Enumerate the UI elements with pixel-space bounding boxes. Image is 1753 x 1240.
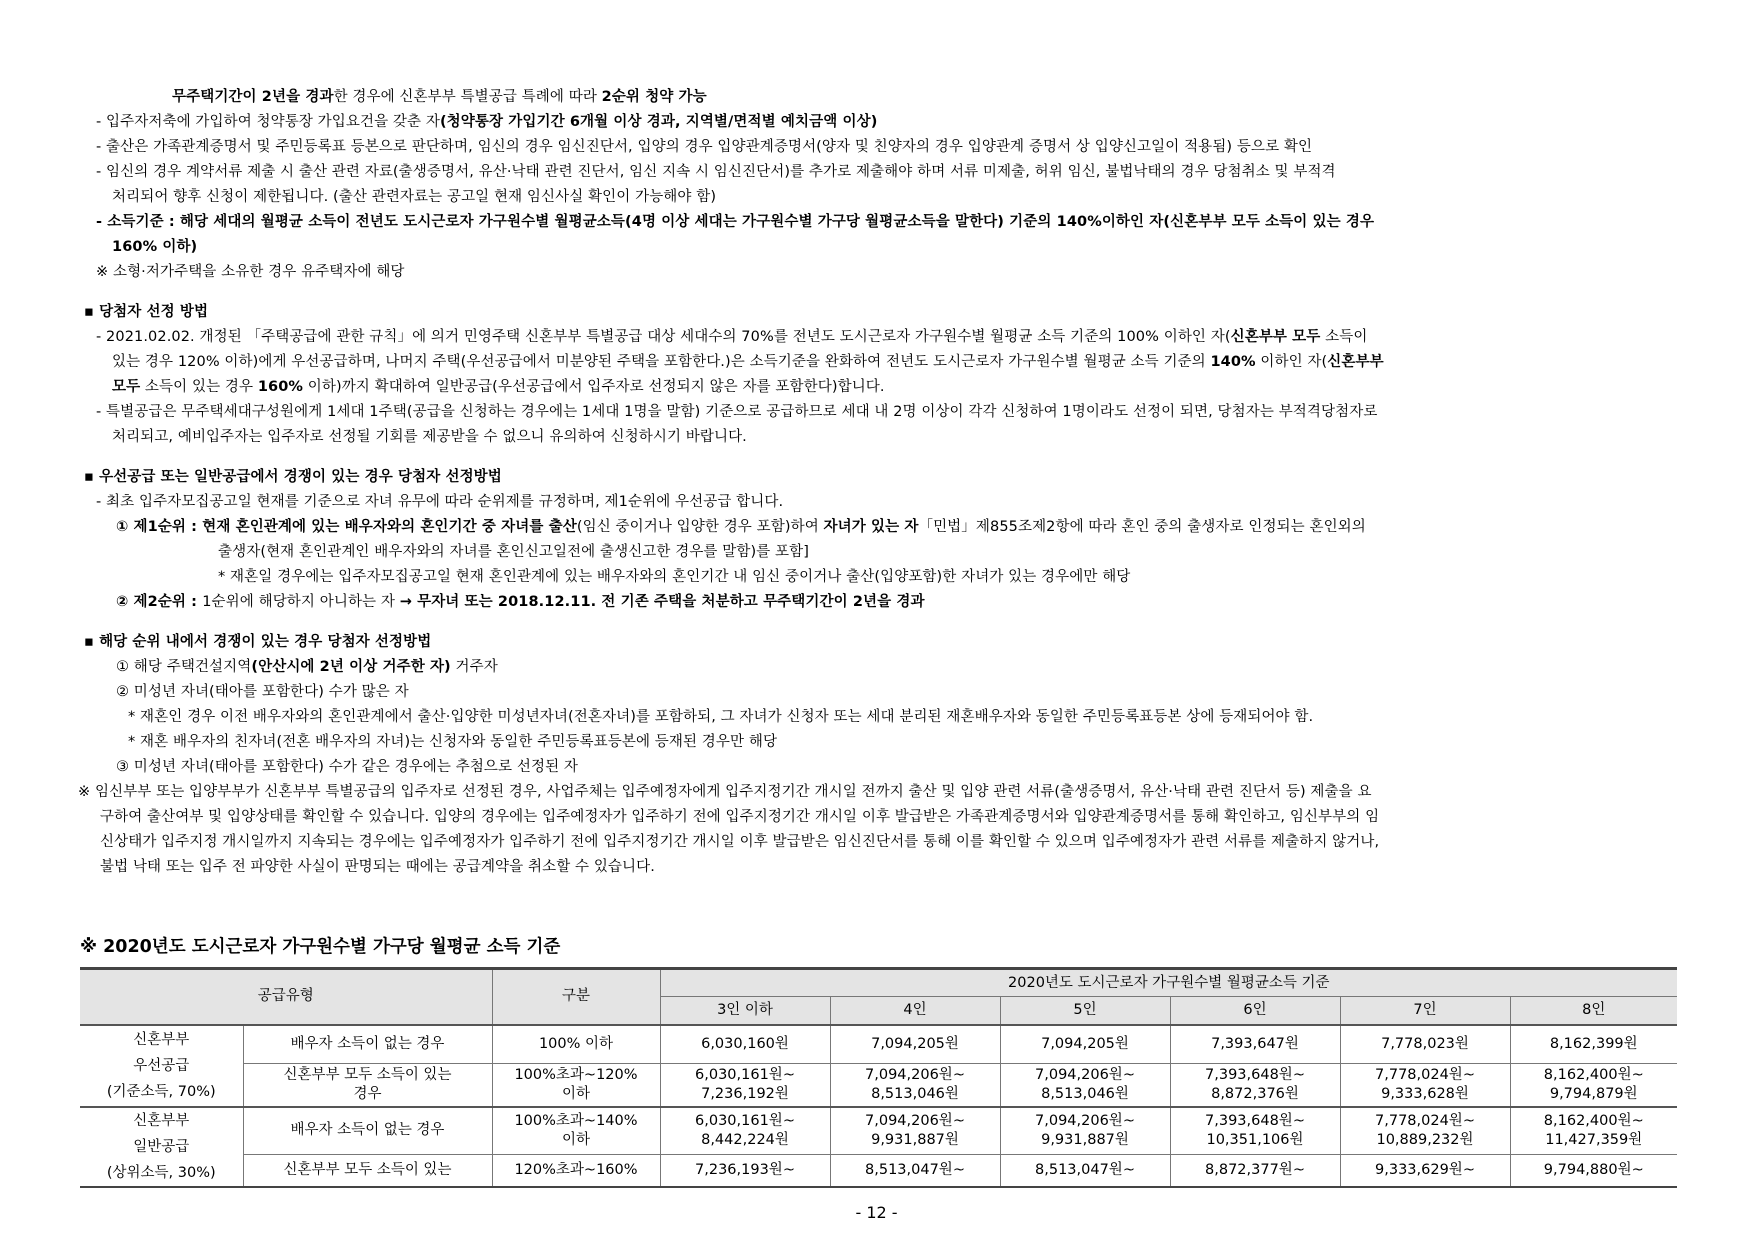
header-size: 7인 <box>1340 997 1510 1025</box>
text-segment: (안산시에 2년 이상 거주한 자) <box>251 659 451 675</box>
text-segment: ① 해당 주택건설지역 <box>116 659 252 675</box>
text-line <box>112 186 716 208</box>
table-cell: 8,162,399원 <box>1510 1025 1677 1064</box>
text-segment: ▪ 당첨자 선정 방법 <box>84 304 209 320</box>
text-line <box>84 631 431 653</box>
header-size: 5인 <box>1000 997 1170 1025</box>
text-line <box>112 376 885 398</box>
text-line <box>116 516 1366 538</box>
text-segment: 2순위 청약 가능 <box>601 89 707 105</box>
text-segment: → 무자녀 또는 2018.12.11. 전 기존 주택을 처분하고 무주택기간이 2년을 경과 <box>399 594 925 610</box>
text-line <box>116 656 498 678</box>
text-segment: 이하)까지 확대하여 일반공급(우선공급에서 입주자로 선정되지 않은 자를 포함한다)합니다. <box>303 379 885 395</box>
text-line <box>100 856 655 878</box>
row-range: 120%초과~160% <box>492 1155 660 1187</box>
table-title: ※ 2020년도 도시근로자 가구원수별 가구당 월평균 소득 기준 <box>80 937 561 957</box>
text-segment: 모두 <box>112 379 141 395</box>
income-standard-table <box>80 967 1677 1188</box>
text-segment: ※ 임신부부 또는 입양부부가 신혼부부 특별공급의 입주자로 선정된 경우, 사업주체는 입주예정자에게 입주지정기간 개시일 전까지 출산 및 입양 관련 서류(출생증명서, 유산·낙태 관련 진단서 등) 제출을 요 <box>78 784 1372 800</box>
text-line <box>100 806 1379 828</box>
text-line <box>96 326 1367 348</box>
table-cell: 7,393,647원 <box>1170 1025 1340 1064</box>
table-cell: 8,513,047원~ <box>830 1155 1000 1187</box>
text-segment: - 최초 입주자모집공고일 현재를 기준으로 자녀 유무에 따라 순위제를 규정하며, 제1순위에 우선공급 합니다. <box>96 494 784 510</box>
text-segment: 출생자(현재 혼인관계인 배우자와의 자녀를 혼인신고일전에 출생신고한 경우를 말함)를 포함] <box>218 544 810 560</box>
text-segment: 소득이 있는 경우 <box>140 379 258 395</box>
text-line <box>84 301 208 323</box>
table-cell: 7,094,205원 <box>830 1025 1000 1064</box>
row-type: 신혼부부 모두 소득이 있는 <box>243 1155 492 1187</box>
table-cell: 8,162,400원~ 9,794,879원 <box>1510 1064 1677 1107</box>
text-line <box>112 236 197 258</box>
text-segment: ② 제2순위 : <box>116 594 203 610</box>
text-segment: * 재혼일 경우에는 입주자모집공고일 현재 혼인관계에 있는 배우자와의 혼인기간 내 임신 중이거나 출산(입양포함)한 자녀가 있는 경우에만 해당 <box>218 569 1131 585</box>
text-segment: 자녀가 있는 자 <box>823 519 919 535</box>
text-segment: 있는 경우 120% 이하)에게 우선공급하며, 나머지 주택(우선공급에서 미분양된 주택을 포함한다.)은 소득기준을 완화하여 전년도 도시근로자 가구원수별 월평균 소득 기준의 <box>112 354 1211 370</box>
table-cell: 8,872,377원~ <box>1170 1155 1340 1187</box>
text-line <box>100 831 1379 853</box>
text-segment: ① 제1순위 : 현재 혼인관계에 있는 배우자와의 혼인기간 중 자녀를 출산 <box>116 519 577 535</box>
header-size: 3인 이하 <box>660 997 830 1025</box>
text-line <box>96 136 1312 158</box>
text-line <box>116 756 578 778</box>
text-segment: 무주택기간이 2년을 경과 <box>172 89 334 105</box>
header-income-group: 2020년도 도시근로자 가구원수별 월평균소득 기준 <box>660 969 1677 997</box>
header-category: 구분 <box>492 969 660 1025</box>
text-line <box>96 111 877 133</box>
text-line <box>84 466 502 488</box>
text-segment: 신혼부부 모두 <box>1230 329 1321 345</box>
text-segment: ▪ 우선공급 또는 일반공급에서 경쟁이 있는 경우 당첨자 선정방법 <box>84 469 502 485</box>
table-cell: 7,778,023원 <box>1340 1025 1510 1064</box>
table-cell: 7,094,206원~ 9,931,887원 <box>1000 1107 1170 1155</box>
table-cell: 7,778,024원~ 9,333,628원 <box>1340 1064 1510 1107</box>
text-line <box>116 681 409 703</box>
text-line <box>128 706 1313 728</box>
table-cell: 6,030,161원~ 8,442,224원 <box>660 1107 830 1155</box>
table-cell: 9,794,880원~ <box>1510 1155 1677 1187</box>
table-cell: 6,030,161원~ 7,236,192원 <box>660 1064 830 1107</box>
text-segment: 신혼부부 <box>1327 354 1384 370</box>
row-range: 100% 이하 <box>492 1025 660 1064</box>
header-size: 4인 <box>830 997 1000 1025</box>
text-line <box>96 261 405 283</box>
text-segment: * 재혼인 경우 이전 배우자와의 혼인관계에서 출산·입양한 미성년자녀(전혼자녀)를 포함하되, 그 자녀가 신청자 또는 세대 분리된 재혼배우자와 동일한 주민등록표등본 상에 등재되어야 함. <box>128 709 1314 725</box>
table-cell: 8,162,400원~ 11,427,359원 <box>1510 1107 1677 1155</box>
row-type: 배우자 소득이 없는 경우 <box>243 1107 492 1155</box>
text-segment: 한 경우에 신혼부부 특별공급 특례에 따라 <box>333 89 602 105</box>
text-segment: * 재혼 배우자의 친자녀(전혼 배우자의 자녀)는 신청자와 동일한 주민등록표등본에 등재된 경우만 해당 <box>128 734 778 750</box>
text-segment: - 출산은 가족관계증명서 및 주민등록표 등본으로 판단하며, 임신의 경우 임신진단서, 입양의 경우 입양관계증명서(양자 및 친양자의 경우 입양관계 증명서 상 입양신고일이 적용됨) 등으로 확인 <box>96 139 1313 155</box>
text-line <box>96 401 1377 423</box>
text-segment: 불법 낙태 또는 입주 전 파양한 사실이 판명되는 때에는 공급계약을 취소할 수 있습니다. <box>100 859 655 875</box>
text-segment: ② 미성년 자녀(태아를 포함한다) 수가 많은 자 <box>116 684 409 700</box>
text-segment: 거주자 <box>450 659 498 675</box>
row-type: 배우자 소득이 없는 경우 <box>243 1025 492 1064</box>
text-segment: ※ 소형·저가주택을 소유한 경우 유주택자에 해당 <box>96 264 405 280</box>
header-supply-type: 공급유형 <box>80 969 492 1025</box>
text-segment: 처리되고, 예비입주자는 입주자로 선정될 기회를 제공받을 수 없으니 유의하여 신청하시기 바랍니다. <box>112 429 747 445</box>
table-cell: 7,094,206원~ 8,513,046원 <box>830 1064 1000 1107</box>
table-cell: 7,094,206원~ 9,931,887원 <box>830 1107 1000 1155</box>
table-cell: 7,393,648원~ 8,872,376원 <box>1170 1064 1340 1107</box>
text-segment: 1순위에 해당하지 아니하는 자 <box>202 594 400 610</box>
header-size: 6인 <box>1170 997 1340 1025</box>
page-number: - 12 - <box>855 1203 898 1222</box>
text-line <box>116 591 925 613</box>
text-line <box>218 541 809 563</box>
text-segment: - 2021.02.02. 개정된 「주택공급에 관한 규칙」에 의거 민영주택 신혼부부 특별공급 대상 세대수의 70%를 전년도 도시근로자 가구원수별 월평균 소득 기준의 100% 이하인 자( <box>96 329 1231 345</box>
table-cell: 7,393,648원~ 10,351,106원 <box>1170 1107 1340 1155</box>
text-line <box>172 86 707 108</box>
text-segment: - 임신의 경우 계약서류 제출 시 출산 관련 자료(출생증명서, 유산·낙태 관련 진단서, 임신 지속 시 임신진단서)를 추가로 제출해야 하며 서류 미제출, 허위 임신, 불법낙태의 경우 당첨취소 및 부적격 <box>96 164 1336 180</box>
text-segment: 구하여 출산여부 및 입양상태를 확인할 수 있습니다. 입양의 경우에는 입주예정자가 입주하기 전에 입주지정기간 개시일 이후 발급받은 가족관계증명서와 입양관계증명서를 통해 확인하고, 임신부부의 임 <box>100 809 1380 825</box>
table-cell: 9,333,629원~ <box>1340 1155 1510 1187</box>
text-segment: - 특별공급은 무주택세대구성원에게 1세대 1주택(공급을 신청하는 경우에는 1세대 1명을 말함) 기준으로 공급하므로 세대 내 2명 이상이 각각 신청하여 1명이라도 선정이 되면, 당첨자는 부적격당첨자로 <box>96 404 1378 420</box>
text-segment: 처리되어 향후 신청이 제한됩니다. (출산 관련자료는 공고일 현재 임신사실 확인이 가능해야 함) <box>112 189 717 205</box>
text-line <box>128 731 777 753</box>
group-label-general: 신혼부부 일반공급 (상위소득, 30%) <box>80 1107 243 1187</box>
text-segment: (청약통장 가입기간 6개월 이상 경과, 지역별/면적별 예치금액 이상) <box>439 114 878 130</box>
text-line <box>112 426 747 448</box>
text-segment: (임신 중이거나 입양한 경우 포함)하여 <box>576 519 824 535</box>
text-segment: 소득이 <box>1320 329 1368 345</box>
table-cell: 7,236,193원~ <box>660 1155 830 1187</box>
text-segment: 「민법」제855조제2항에 따라 혼인 중의 출생자로 인정되는 혼인외의 <box>918 519 1366 535</box>
text-line <box>96 161 1336 183</box>
text-line <box>96 211 1374 233</box>
table-cell: 7,094,206원~ 8,513,046원 <box>1000 1064 1170 1107</box>
row-type: 신혼부부 모두 소득이 있는 경우 <box>243 1064 492 1107</box>
group-label-priority: 신혼부부 우선공급 (기준소득, 70%) <box>80 1025 243 1107</box>
row-range: 100%초과~140% 이하 <box>492 1107 660 1155</box>
text-segment: ③ 미성년 자녀(태아를 포함한다) 수가 같은 경우에는 추첨으로 선정된 자 <box>116 759 578 775</box>
text-segment: 160% <box>257 379 304 395</box>
table-cell: 7,778,024원~ 10,889,232원 <box>1340 1107 1510 1155</box>
text-segment: ▪ 해당 순위 내에서 경쟁이 있는 경우 당첨자 선정방법 <box>84 634 432 650</box>
table-cell: 7,094,205원 <box>1000 1025 1170 1064</box>
text-segment: 신상태가 입주지정 개시일까지 지속되는 경우에는 입주예정자가 입주하기 전에 입주지정기간 개시일 이후 발급받은 임신진단서를 통해 이를 확인할 수 있으며 입주예정자가 관련 서류를 제출하지 않거나, <box>100 834 1380 850</box>
text-segment: 140% <box>1210 354 1256 370</box>
text-segment: 이하인 자( <box>1255 354 1328 370</box>
text-line <box>96 491 783 513</box>
text-segment: - 입주자저축에 가입하여 청약통장 가입요건을 갖춘 자 <box>96 114 440 130</box>
text-line <box>78 781 1372 803</box>
text-line <box>112 351 1384 373</box>
text-segment: - 소득기준 : 해당 세대의 월평균 소득이 전년도 도시근로자 가구원수별 월평균소득(4명 이상 세대는 가구원수별 가구당 월평균소득을 말한다) 기준의 140%이하인 자(신혼부부 모두 소득이 있는 경우 <box>96 214 1375 230</box>
table-cell: 8,513,047원~ <box>1000 1155 1170 1187</box>
header-size: 8인 <box>1510 997 1677 1025</box>
row-range: 100%초과~120% 이하 <box>492 1064 660 1107</box>
text-line <box>218 566 1130 588</box>
table-cell: 6,030,160원 <box>660 1025 830 1064</box>
text-segment: 160% 이하) <box>112 239 198 255</box>
